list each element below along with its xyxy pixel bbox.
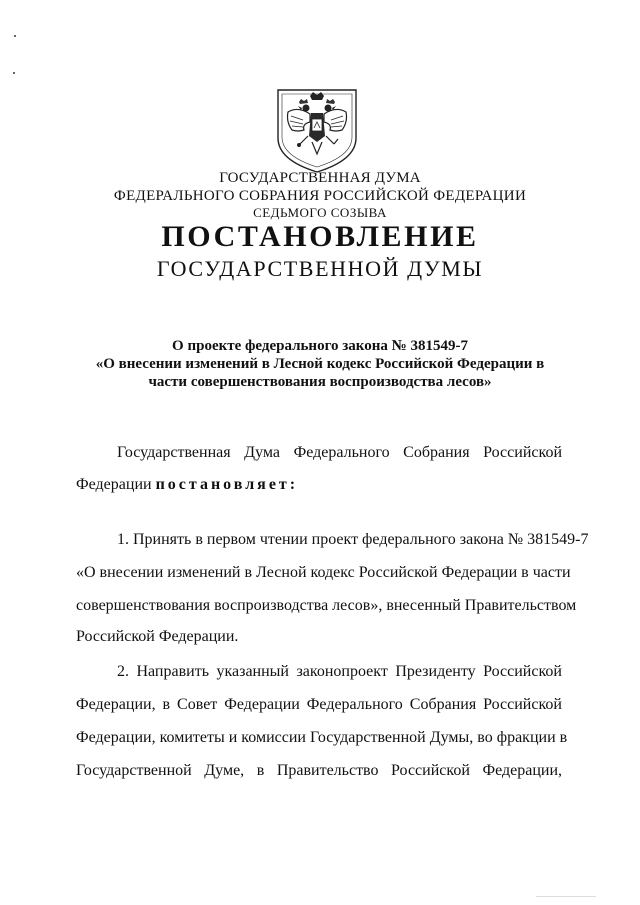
org-name-line-1: ГОСУДАРСТВЕННАЯ ДУМА xyxy=(219,170,421,186)
coat-of-arms-emblem xyxy=(272,86,362,174)
item1-line-3: совершенствования воспроизводства лесов», внесенный Правительством xyxy=(76,597,577,614)
item1-line-1: 1. Принять в первом чтении проект федерального закона № 381549-7 xyxy=(117,531,589,548)
item1-line-4: Российской Федерации. xyxy=(76,628,239,645)
item2-line-1: 2. Направить указанный законопроект Президенту Российской xyxy=(117,663,562,680)
subject-line-3: части совершенствования воспроизводства лесов» xyxy=(148,374,492,390)
document-type-title: ПОСТАНОВЛЕНИЕ xyxy=(161,220,479,253)
convocation-label: СЕДЬМОГО СОЗЫВА xyxy=(253,205,387,220)
item2-line-2: Федерации, в Совет Федерации Федерального Собрания Российской xyxy=(76,696,562,713)
intro-prefix: Федерации xyxy=(76,476,156,493)
subject-line-2: «О внесении изменений в Лесной кодекс Российской Федерации в xyxy=(95,356,545,372)
scan-speck xyxy=(14,35,16,37)
document-issuer: ГОСУДАРСТВЕННОЙ ДУМЫ xyxy=(156,256,484,281)
item2-line-4: Государственной Думе, в Правительство Российской Федерации, xyxy=(76,762,562,779)
scan-speck xyxy=(13,72,15,74)
resolution-verb: постановляет: xyxy=(155,476,299,493)
scan-edge-line xyxy=(536,896,596,897)
org-name-line-2: ФЕДЕРАЛЬНОГО СОБРАНИЯ РОССИЙСКОЙ ФЕДЕРАЦИИ xyxy=(113,188,527,204)
subject-line-1: О проекте федерального закона № 381549-7 xyxy=(172,338,468,354)
intro-line-2 xyxy=(76,476,562,494)
intro-line-1: Государственная Дума Федерального Собрания Российской xyxy=(117,444,562,461)
item2-line-3: Федерации, комитеты и комиссии Государственной Думы, во фракции в xyxy=(76,729,568,746)
item1-line-2: «О внесении изменений в Лесной кодекс Российской Федерации в части xyxy=(76,564,571,581)
